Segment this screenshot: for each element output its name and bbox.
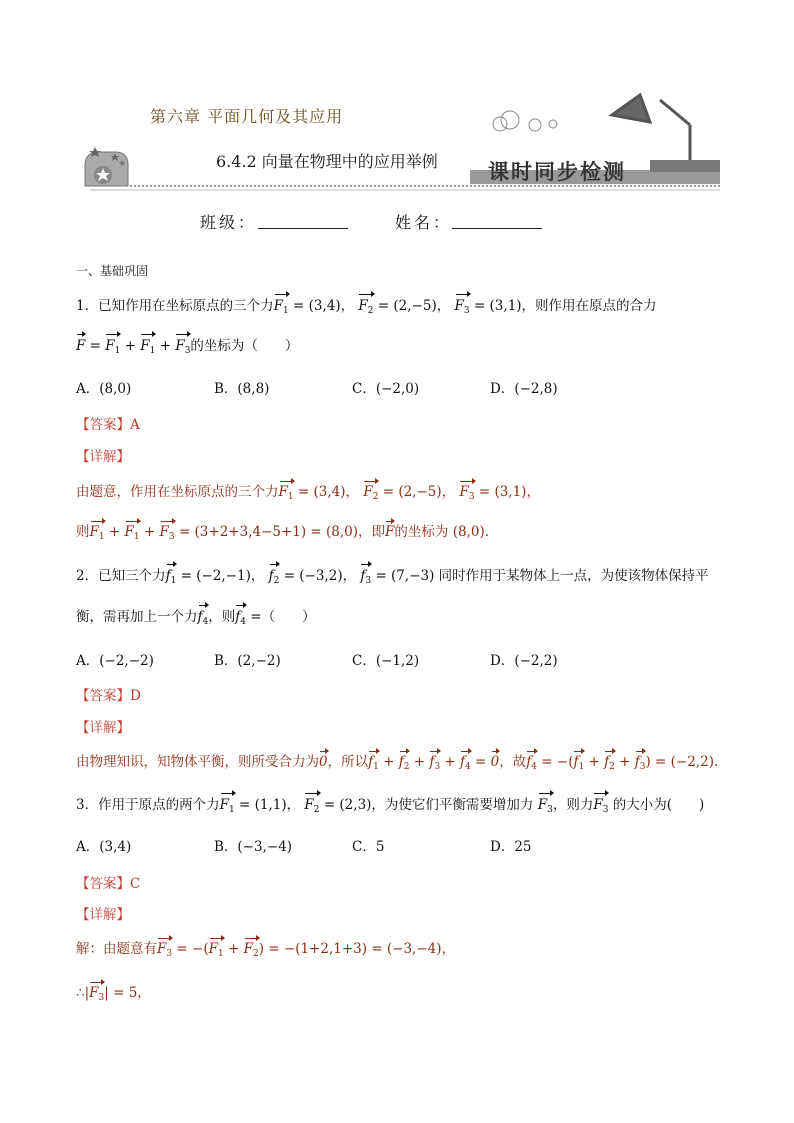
q1-detail-label: 【详解】 (76, 449, 130, 465)
q2-option-d[interactable]: D．(−2,2) (490, 653, 558, 669)
q2-line2: 衡，需再加上一个力$f_4$，则$f_4$ =（ ） (76, 604, 316, 631)
q1-option-d[interactable]: D．(−2,8) (490, 381, 558, 397)
q2-option-c[interactable]: C．(−1,2) (352, 653, 420, 669)
name-blank[interactable] (452, 228, 542, 229)
q2-option-b[interactable]: B．(2,−2) (214, 653, 281, 669)
q2-option-a[interactable]: A．(−2,−2) (76, 653, 154, 669)
section-title: 6.4.2 向量在物理中的应用举例 (216, 152, 438, 171)
banner-title: 课时同步检测 (488, 159, 626, 184)
q3-option-c[interactable]: C．5 (352, 839, 385, 855)
q1-tail: 的坐标为（ ） (190, 338, 299, 354)
q1-solution-line2: 则$F_1 + F_1 + F_3 = (3+2+3,4-5+1) = (8,0)$，即F的坐标为 (8,0). (76, 520, 489, 542)
q1-line2: $F = F_1 + F_1 + F_3$的坐标为（ ） (76, 333, 298, 360)
q3-answer: 【答案】C (76, 876, 141, 892)
q1-option-c[interactable]: C．(−2,0) (352, 381, 420, 397)
q3-detail-label: 【详解】 (76, 907, 130, 923)
q1-f2-value: = (2,−5)， (377, 298, 451, 314)
q1-solution-line1: 由题意，作用在坐标原点的三个力$F_1 = (3,4)$， $F_2 = (2,-5)$， $F_3 = (3,1)$， (76, 480, 540, 502)
q1-stem: 1．已知作用在坐标原点的三个力 (76, 298, 274, 314)
vec-F1: $F_1$ (274, 293, 289, 320)
q1-f1-value: = (3,4)， (293, 298, 355, 314)
bubble-icons (493, 111, 557, 131)
q3-line1: 3．作用于原点的两个力$F_1 = (1,1)$， $F_2 = (2,3)$，为使它们平衡需要增加力 $F_3$，则力$F_3$ 的大小为( ) (76, 792, 704, 819)
vec-F2: $F_2$ (358, 293, 373, 320)
q1-answer: 【答案】A (76, 417, 140, 433)
part-title: 一、基础巩固 (76, 264, 149, 278)
name-label: 姓名： (395, 213, 453, 232)
q1-line1 (76, 293, 657, 320)
class-label: 班级： (200, 213, 258, 232)
q3-solution-line1: 解：由题意有$F_3 = -(F_1 + F_2) = -(1+2,1+3) = (-3,-4)$， (76, 937, 455, 959)
q2-line1: 2．已知三个力$f_1 = (-2,-1)$， $f_2 = (-3,2)$， $f_3 = (7,-3)$ 同时作用于某物体上一点，为使该物体保持平 (76, 563, 709, 590)
q1-option-b[interactable]: B．(8,8) (214, 381, 270, 397)
q1-option-a[interactable]: A．(8,0) (76, 381, 132, 397)
q3-option-b[interactable]: B．(−3,−4) (214, 839, 293, 855)
q3-option-a[interactable]: A．(3,4) (76, 839, 132, 855)
q3-solution-line2: $\therefore|F_3| = 5$， (76, 981, 151, 1003)
chapter-title: 第六章 平面几何及其应用 (150, 107, 344, 126)
q2-solution: 由物理知识，知物体平衡，则所受合力为0，所以$f_1 + f_2 + f_3 + f_4 = 0$，故$f_4 = -(f_1 + f_2 + f_3) = (-2,2)$. (76, 750, 718, 772)
vec-F3: $F_3$ (455, 293, 470, 320)
class-blank[interactable] (258, 228, 348, 229)
q2-detail-label: 【详解】 (76, 720, 130, 736)
badge-icon (85, 147, 128, 186)
vec-F: F (76, 333, 85, 355)
q2-answer: 【答案】D (76, 688, 141, 704)
q3-option-d[interactable]: D．25 (490, 839, 532, 855)
q1-f3-value: = (3,1)，则作用在原点的合力 (473, 298, 657, 314)
lamp-icon (612, 95, 690, 160)
